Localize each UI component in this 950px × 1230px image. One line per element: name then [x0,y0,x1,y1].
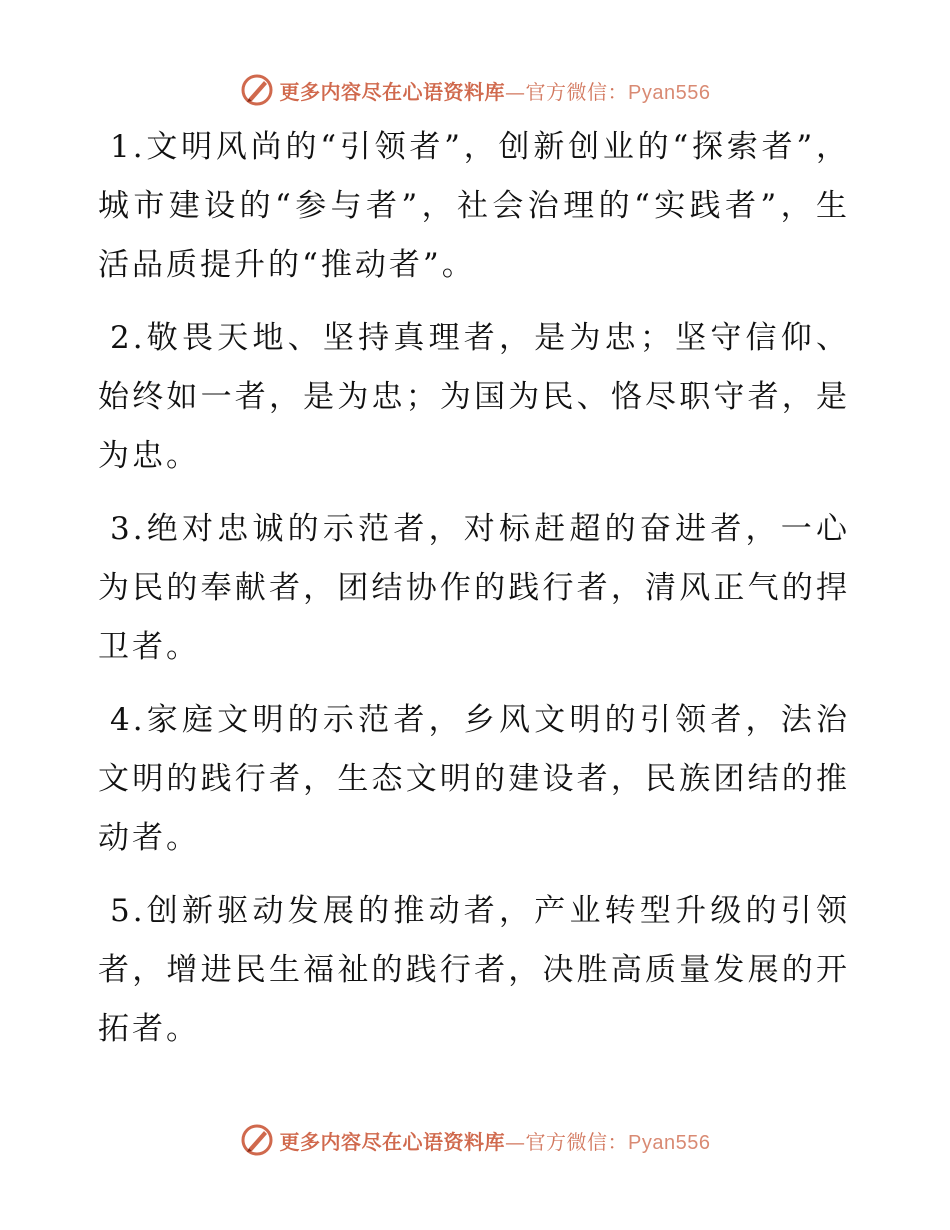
watermark-text [280,1126,711,1155]
watermark-prefix: 更多内容尽在心语资料库 [279,79,506,104]
watermark-dash: — [505,79,526,104]
watermark-text [280,76,711,105]
paragraph-5: 5.创新驱动发展的推动者，产业转型升级的引领者，增进民生福祉的践行者，决胜高质量发展的开拓者。 [98,893,850,1047]
paragraph-2: 2.敬畏天地、坚持真理者，是为忠；坚守信仰、始终如一者，是为忠；为国为民、恪尽职守者，是为忠。 [98,320,850,474]
footer-watermark [0,1120,950,1160]
watermark-wechat-id: Pyan556 [628,81,711,104]
paragraph-1: 1.文明风尚的“引领者”，创新创业的“探索者”，城市建设的“参与者”，社会治理的“实践者”，生活品质提升的“推动者”。 [98,129,850,283]
watermark-suffix: 官方微信： [525,79,629,104]
header-watermark [0,70,950,110]
pen-circle-logo-icon [240,73,274,107]
watermark-dash: — [505,1129,526,1154]
watermark-suffix: 官方微信： [525,1129,629,1154]
pen-circle-logo-icon [240,1123,274,1157]
watermark-prefix: 更多内容尽在心语资料库 [279,1129,506,1154]
paragraph-3: 3.绝对忠诚的示范者，对标赶超的奋进者，一心为民的奉献者，团结协作的践行者，清风正气的捍卫者。 [98,511,850,665]
watermark-wechat-id: Pyan556 [628,1131,711,1154]
paragraph-4: 4.家庭文明的示范者，乡风文明的引领者，法治文明的践行者，生态文明的建设者，民族团结的推动者。 [98,702,850,856]
document-body [98,118,850,1073]
